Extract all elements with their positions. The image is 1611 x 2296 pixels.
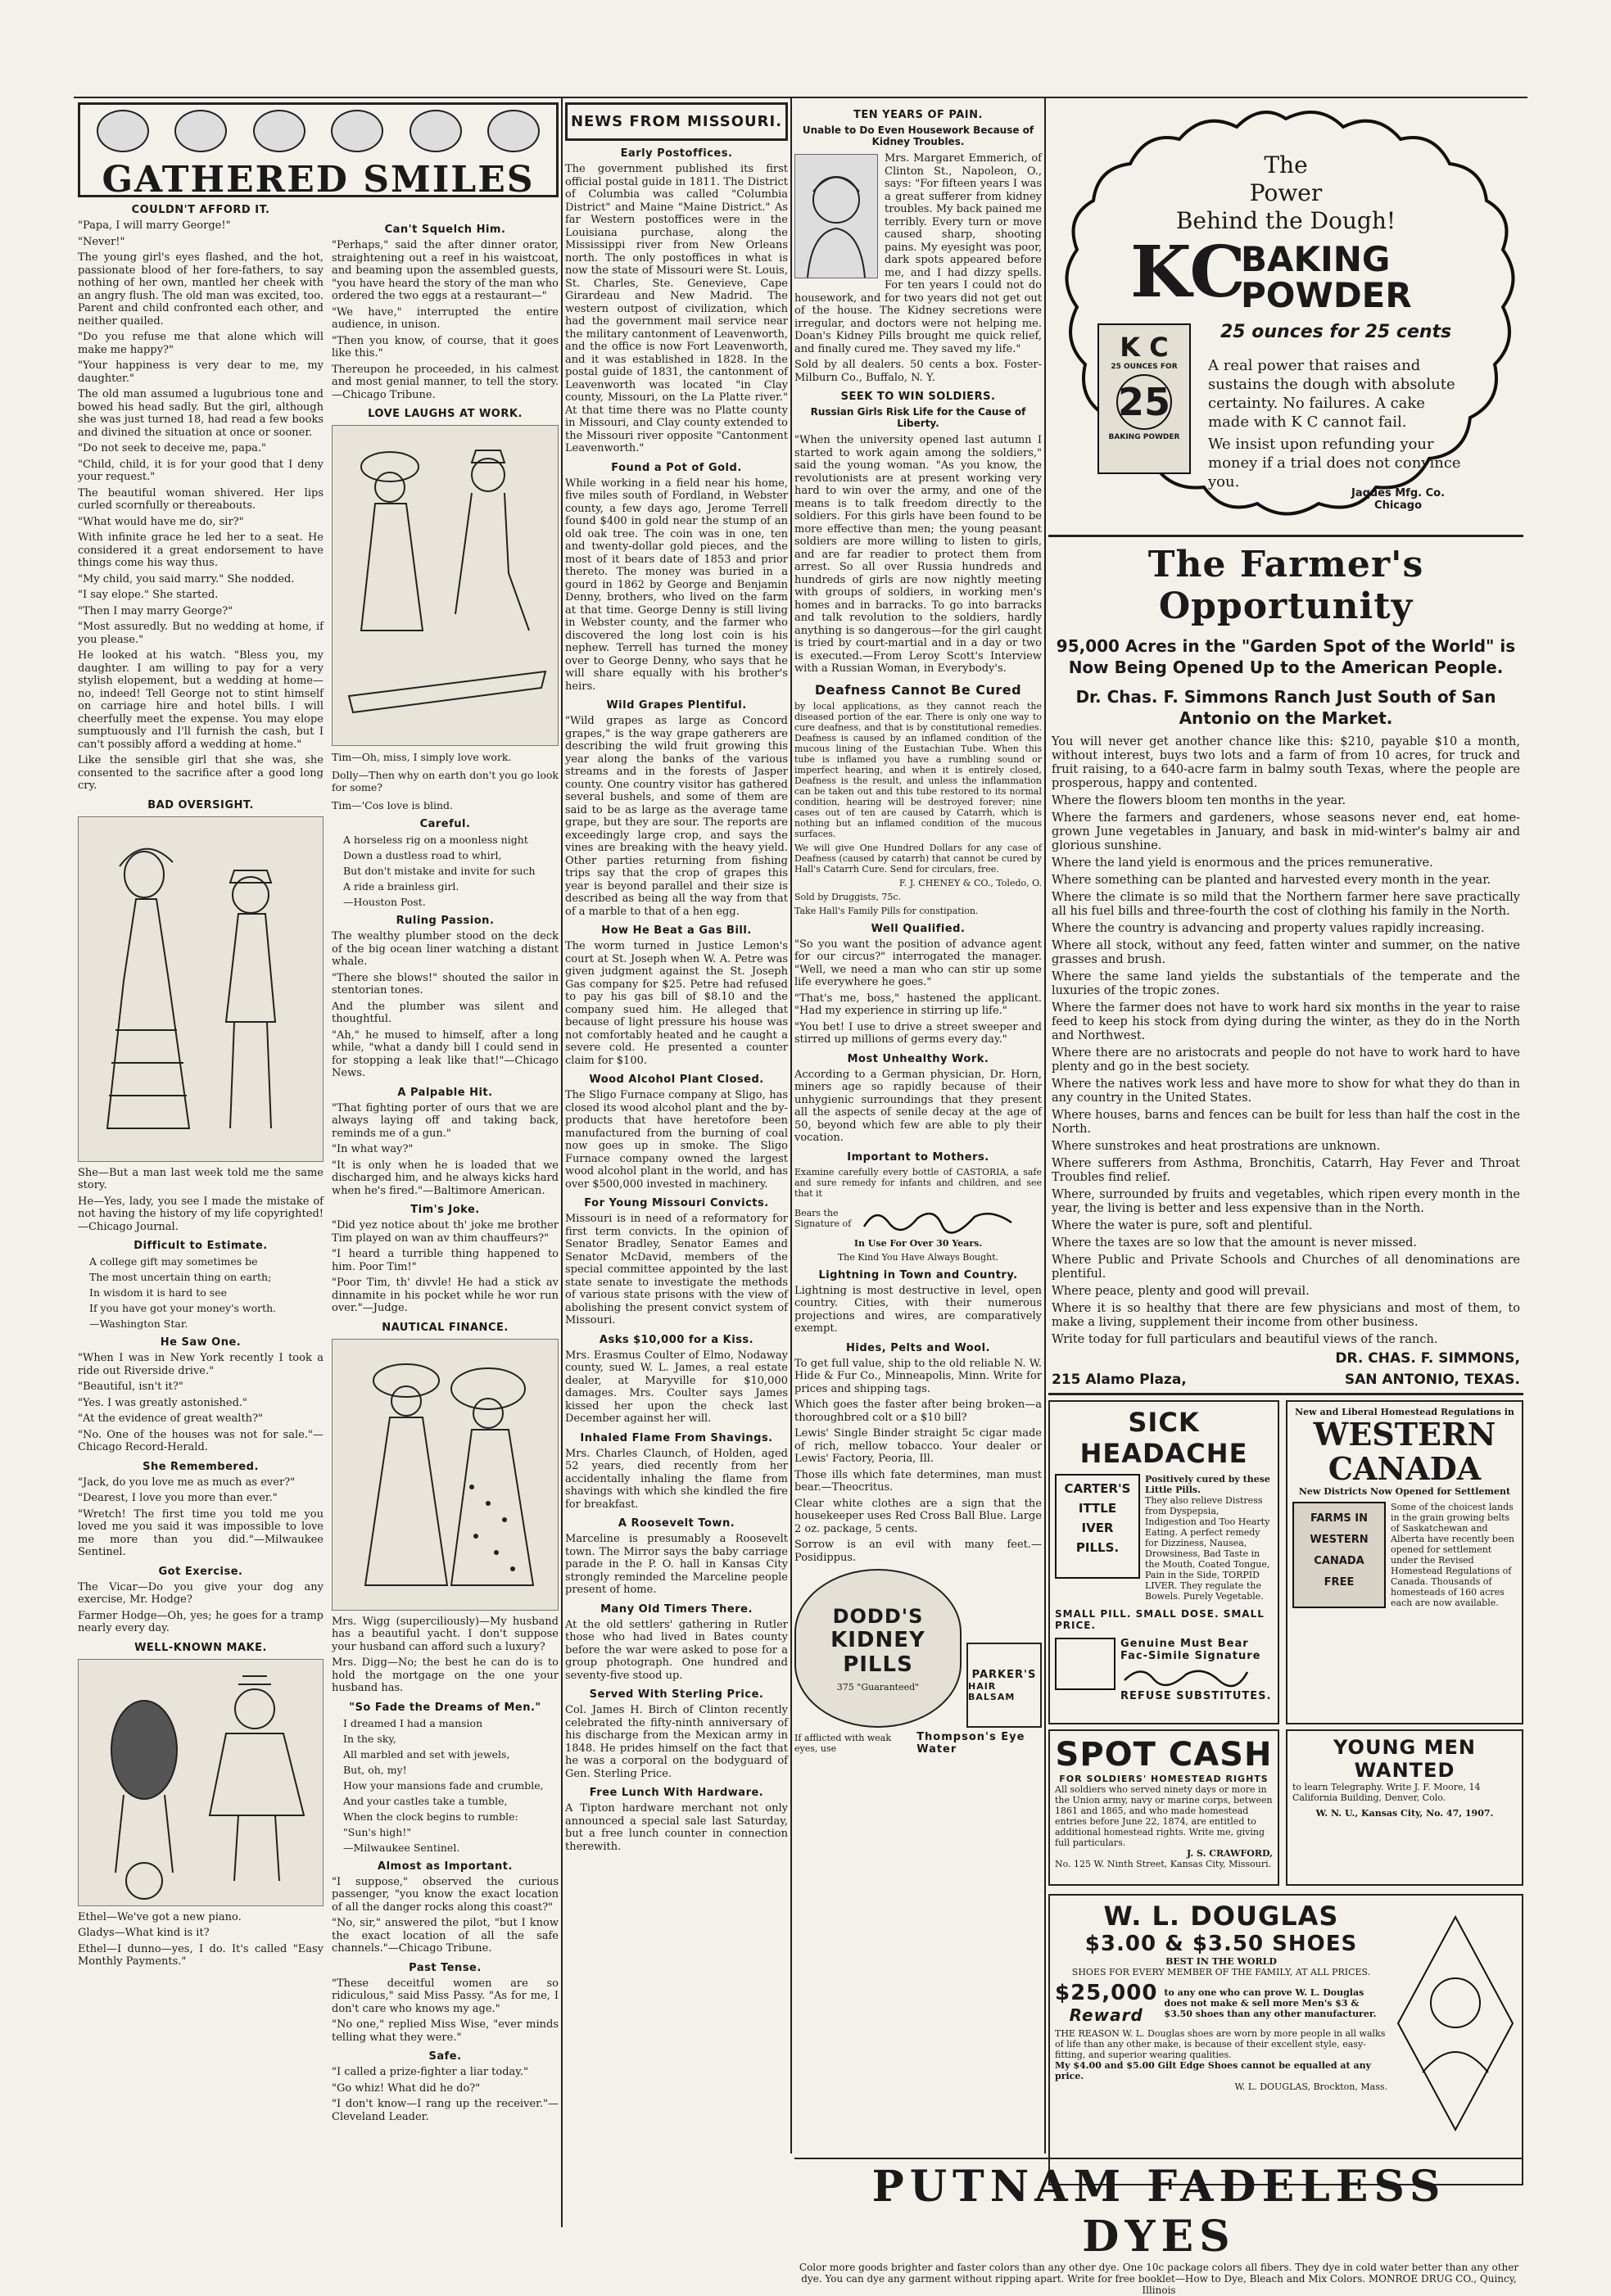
douglas-shoes-ad: W. L. DOUGLAS $3.00 & $3.50 SHOES BEST IN THE WORLD SHOES FOR EVERY MEMBER OF THE FAMILY, AT ALL PRICES. $25,000 Reward to any one who can prove W. L. Douglas does not make & sell more Men's $3 & $3.50 shoes than any other manufacturer. THE REASON W. L. Douglas shoes are worn by more people in all walks of life than any other make, is because of their excellent style, easy-fitting, and superior wearing qualities. My $4.00 and $5.00 Gilt Edge Shoes cannot be equalled at any price. W. L. DOUGLAS, Brockton, Mass. [1048,1894,1523,2185]
paragraph: "These deceitful women are so ridiculous," said Miss Passy. "As for me, I don't care who knows my age." [332,1977,559,2015]
paragraph: Col. James H. Birch of Clinton recently celebrated the fifty-ninth anniversary of his discharge from the Mexican army in 1848. He prides himself on the fact that he was a corporal on the bodyguard of Gen. Sterling Price. [565,1704,788,1780]
paragraph: "We have," interrupted the entire audience, in unison. [332,305,559,331]
headline-unhealthy-work: Most Unhealthy Work. [847,1052,989,1065]
headline-she-remembered: She Remembered. [143,1460,259,1473]
headline-love-laughs: LOVE LAUGHS AT WORK. [368,408,523,420]
verse-credit: —Washington Star. [89,1317,188,1330]
paragraph: "Did yez notice about th' joke me brother Tim played on wan av thim chauffeurs?" [332,1219,559,1245]
verse-line: When the clock begins to rumble: [343,1810,518,1823]
western-canada-ad: New and Liberal Homestead Regulations in WESTERN CANADA New Districts Now Opened for Settlement FARMS IN WESTERN CANADA FREE Some of the choicest lands in the grain growing belts of Saskatchewan and Alberta have recently been opened for settlement under the Revised Homestead Regulations of Canada. Thousands of homesteads of 160 acres each are now available. [1286,1400,1523,1724]
paragraph: To get full value, ship to the old reliable N. W. Hide & Fur Co., Minneapolis, Minn. Write for prices and shipping tags. [794,1357,1042,1395]
verse-line: I dreamed I had a mansion [343,1716,483,1729]
paragraph: "Wild grapes as large as Concord grapes," is the way grape gatherers are describing the wild fruit growing this year along the banks of the various streams and in the forests of Jasper county. One country visitor has gathered several bushels, and some of them are said to be as large as the average tame grape, but they are sour. The reports are exceedingly large crop, and says the vines are breaking with the heavy yield. Other parties returning from fishing trips say that the crop of grapes this year is beyond parallel and their size is described as being all the way from that of a marble to that of a hen egg. [565,715,788,918]
paragraph: Mrs. Charles Claunch, of Holden, aged 52 years, died recently from her accidentally inhaling the flame from shavings with which she kindled the fire for breakfast. [565,1447,788,1511]
headline-important-mothers: Important to Mothers. [847,1150,989,1164]
caption: Ethel—We've got a new piano. [78,1910,242,1923]
column-rule-1 [561,98,563,2227]
map-icon: FARMS IN WESTERN CANADA FREE [1292,1502,1386,1608]
small-pill-box-icon [1055,1638,1115,1690]
paragraph: "Do you refuse me that alone which will make me happy?" [78,331,324,356]
paragraph: "Go whiz! What did he do?" [332,2081,481,2095]
paragraph: "Wretch! The first time you told me you loved me you said it was impossible to love me more than you did."—Milwaukee Sentinel. [78,1507,324,1558]
paragraph: "Most assuredly. But no wedding at home, if you please." [78,621,324,646]
paragraph: Which goes the faster after being broken—a thoroughbred colt or a $10 bill? [794,1399,1042,1424]
top-rule [74,97,1527,98]
paragraph: Sold by all dealers. 50 cents a box. Foster-Milburn Co., Buffalo, N. Y. [794,359,1042,384]
column-rule-3 [1044,98,1046,2154]
bad-oversight-illustration [78,816,324,1162]
caption: Tim—Oh, miss, I simply love work. [332,751,512,763]
masthead-title: GATHERED SMILES [102,159,535,201]
headline-tims-joke: Tim's Joke. [410,1204,480,1216]
subhead: Russian Girls Risk Life for the Cause of Liberty. [810,406,1026,429]
paragraph: "My child, you said marry." She nodded. [78,572,295,585]
paragraph: "There she blows!" shouted the sailor in stentorian tones. [332,971,559,997]
paragraph: At the old settlers' gathering in Rutler those who had lived in Bates county before the war were asked to pose for a group photograph. One hundred and seventy-five stood up. [565,1618,788,1682]
headline-safe: Safe. [428,2050,462,2063]
caption: Gladys—What kind is it? [78,1927,210,1939]
paragraph: "Perhaps," said the after dinner orator, straightening out a reef in his waistcoat, and beaming upon the assembled guests, "you have heard the story of the man who ordered the two eggs at a restaurant—" [332,239,559,302]
paragraph: Clear white clothes are a sign that the housekeeper uses Red Cross Ball Blue. Large 2 oz. package, 5 cents. [794,1497,1042,1535]
paragraph: "Then you know, of course, that it goes like this." [332,334,559,359]
verse-line: How your mansions fade and crumble, [343,1778,544,1792]
misc-column [794,102,1042,2154]
pill-box-icon: CARTER'S ITTLE IVER PILLS. [1055,1474,1140,1579]
paragraph: The Sligo Furnace company at Sligo, has closed its wood alcohol plant and the by-products that have heretofore been manufactured from the burning of coal now goes up in smoke. The Sligo Furnace company owned the largest wood alcohol plant in the world, and has over $500,000 invested in machinery. [565,1089,788,1191]
paragraph: The government published its first official postal guide in 1811. The District of Columbia was called "Columbia District" and Maine "Maine District." As far Western postoffices were in the Louisiana purchase, along the Mississippi river from New Orleans north. The only postoffices in what is now the state of Missouri were St. Louis, St. Charles, Ste. Genevieve, Cape Girardeau and New Madrid. The western outpost of civilization, which had the government mail service near the military cantonment of Leavenworth, and the office is now Fort Leavenworth, and it was established in 1828. In the postal guide of 1831, the cantonment of Leavenworth was located "in Clay county, Missouri, on the La Platte river." At that time there was no Platte county in Missouri, and Clay county extended to the Missouri river opposite "Cantonment Leavenworth." [565,163,788,454]
paragraph: "No, sir," answered the pilot, "but I know the exact location of all the safe channels."—Chicago Tribune. [332,1917,559,1955]
paragraph: Mrs. Margaret Emmerich, of Clinton St., Napoleon, O., says: "For fifteen years I was a great sufferer from kidney troubles. My back pained me terribly. Every turn or move caused sharp, shooting pains. My eyesight was poor, dark spots appeared before me, and I had dizzy spells. For ten years I could not do housework, and for two years did not get out of the house. The Kidney secretions were irregular, and doctors were not helping me. Doan's Kidney Pills brought me quick relief, and finally cured me. They saved my life." [794,152,1042,355]
headline-past-tense: Past Tense. [409,1961,482,1974]
paragraph: While working in a field near his home, five miles south of Fordland, in Webster county, a few days ago, Jerome Terrell found $400 in gold near the stump of an old oak tree. The coin was in one, ten and twenty-dollar gold pieces, and the most of it bears date of 1853 and prior thereto. The money was buried in a gourd in 1862 by George and Benjamin Denny, brothers, who lived on the farm at that time. George Denny is still living in Webster county, and the farmer who discovered the long lost coin is his nephew. Terrell has turned the money over to George Denny, who says that he will share equally with his brother's heirs. [565,477,788,693]
paragraph: "Then I may marry George?" [78,604,233,617]
verse-line: Down a dustless road to whirl, [343,849,502,861]
paragraph: The young girl's eyes flashed, and the hot, passionate blood of her fore-fathers, to say nothing of her own, mantled her cheek with an angry flush. The old man was excited, too. Parent and child confronted each other, and neither quailed. [78,251,324,328]
paragraph: A Tipton hardware merchant not only announced a special sale last Saturday, but a free lunch counter in connection therewith. [565,1802,788,1853]
paragraph: Take Hall's Family Pills for constipation. [794,905,979,916]
paragraph: "It is only when he is loaded that we discharged him, and he always kicks hard when he's fired."—Baltimore American. [332,1159,559,1197]
headline-well-known-make: WELL-KNOWN MAKE. [134,1641,267,1654]
putnam-title: PUTNAM FADELESS DYES [871,2162,1446,2262]
paragraph: "Your happiness is very dear to me, my daughter." [78,359,324,385]
paragraph: "When the university opened last autumn I started to work again among the soldiers," said the young woman. "As you know, the revolutionists are at present working very hard to win over the army, and one of the means is to talk freedom directly to the soldiers. For this girls have been found to be more effective than men; the young peasant soldiers are more willing to listen to girls, and are far readier to protect them from arrest. So all over Russia hundreds and hundreds of girls are now nightly meeting with groups of soldiers, in working men's homes and in barracks. To go into barracks and talk revolution to the soldiers, hardly anything is so dangerous—for the girl caught is tried by court-martial and in a day or two is executed.—From Leroy Scott's Interview with a Russian Woman, in Everybody's. [794,434,1042,675]
column-rule-2 [790,98,792,2154]
paragraph: "Poor Tim, th' divvle! He had a stick av dinnamite in his pocket while he wor run over."—Judge. [332,1277,559,1314]
well-known-make-illustration [78,1659,324,1906]
paragraph: Like the sensible girl that she was, she consented to the sacrifice after a good long cry. [78,754,324,792]
paragraph: "Beautiful, isn't it?" [78,1381,183,1393]
paragraph: Lightning is most destructive in level, open country. Cities, with their numerous projections and wires, are comparatively exempt. [794,1284,1042,1335]
caption: Ethel—I dunno—yes, I do. It's called "Easy Monthly Payments." [78,1942,324,1968]
headline-ruling-passion: Ruling Passion. [396,915,495,927]
putnam-body: Color more goods brighter and faster colors than any other dye. One 10c package colors all fibers. They dye in cold water better than any other dye. You can dye any garment without ripping apart. Write for free booklet—How to Dye, Bleach and Mix Colors. MONROE DRUG CO., Quincy, Illinois [799,2262,1519,2296]
subhead: Unable to Do Even Housework Because of Kidney Troubles. [802,124,1034,147]
ads-subcolumn-right [1286,1400,1523,1891]
verse-line: A college gift may sometimes be [89,1255,258,1268]
headline-kiss: Asks $10,000 for a Kiss. [599,1333,754,1346]
paragraph: We will give One Hundred Dollars for any case of Deafness (caused by catarrh) that cannot be cured by Hall's Catarrh Cure. Send for circulars, free. [794,842,1042,875]
verse-line: But don't mistake and invite for such [343,865,536,877]
headline-deafness: Deafness Cannot Be Cured [814,681,1022,698]
caption: He—Yes, lady, you see I made the mistake of not having the history of my life copyrighted!—Chicago Journal. [78,1195,324,1233]
headline-wood-alcohol: Wood Alcohol Plant Closed. [589,1073,764,1086]
headline-win-soldiers: SEEK TO WIN SOLDIERS. [840,391,996,403]
verse-credit: —Milwaukee Sentinel. [343,1841,460,1854]
ads-subcolumn-left [1048,1400,1279,1891]
verse-line: And your castles take a tumble, [343,1794,508,1807]
paragraph: "I called a prize-fighter a liar today." [332,2066,529,2078]
headline-wild-grapes: Wild Grapes Plentiful. [606,699,747,712]
paragraph: Those ills which fate determines, man must bear.—Theocritus. [794,1468,1042,1494]
paragraph: Sorrow is an evil with many feet.—Posidippus. [794,1539,1042,1564]
paragraph: Sold by Druggists, 75c. [794,891,902,902]
paragraph: Examine carefully every bottle of CASTORIA, a safe and sure remedy for infants and children, and see that it [794,1166,1042,1199]
signature-icon [1120,1662,1251,1687]
portrait-illustration [794,154,878,278]
gathered-smiles-banner [78,102,559,201]
paragraph: The beautiful woman shivered. Her lips curled scornfully or thereabouts. [78,486,324,512]
nautical-finance-illustration [332,1339,559,1611]
headline-bad-oversight: BAD OVERSIGHT. [147,798,254,811]
faces-illustration [80,105,556,152]
caption: Mrs. Digg—No; the best he can do is to hold the mortgage on the one your husband has. [332,1656,559,1694]
headline-roosevelt-town: A Roosevelt Town. [618,1517,735,1530]
parkers-hair-balsam-ad: PARKER'S HAIR BALSAM [966,1643,1042,1728]
paragraph: The old man assumed a lugubrious tone and bowed his head sadly. But the girl, although she was just turned 18, had read a few books and divined the situation at once or sooner. [78,388,324,439]
paragraph: "That's me, boss," hastened the applicant. "Had my experience in stirring up life." [794,992,1042,1017]
paragraph: "Ah," he mused to himself, after a long while, "what a dandy bill I could send in for stopping a leak like that!"—Chicago News. [332,1028,559,1079]
paragraph: "No one," replied Miss Wise, "ever minds telling what they were." [332,2018,559,2044]
paragraph: In Use For Over 30 Years. [853,1237,983,1249]
verse-credit: —Houston Post. [343,896,426,908]
paragraph: Farmer Hodge—Oh, yes; he goes for a tramp nearly every day. [78,1609,324,1634]
paragraph: by local applications, as they cannot reach the diseased portion of the ear. There is only one way to cure deafness, and that is by constitutional remedies. Deafness is caused by an inflamed condition of the mucous lining of the Eustachian Tube. When this tube is inflamed you have a rumbling sound or imperfect hearing, and when it is entirely closed, Deafness is the result, and unless the inflammation can be taken out and this tube restored to its normal condition, hearing will be destroyed forever; nine cases out of ten are caused by Catarrh, which is nothing but an inflamed condition of the mucous surfaces. [794,700,1042,839]
caption: Mrs. Wigg (superciliously)—My husband has a beautiful yacht. I don't suppose your husband can afford such a luxury? [332,1615,559,1653]
verse-line: A horseless rig on a moonless night [343,834,528,846]
paragraph: According to a German physician, Dr. Horn, miners age so rapidly because of their unhygienic surroundings that they present all the aspects of senile decay at the age of 50, beyond which few are able to ply their vocation. [794,1068,1042,1144]
paragraph: The Vicar—Do you give your dog any exercise, Mr. Hodge? [78,1580,324,1606]
paragraph: "Papa, I will marry George!" [78,219,231,232]
paragraph: "I say elope." She started. [78,589,219,601]
caption: She—But a man last week told me the same story. [78,1166,324,1191]
headline-missouri-convicts: For Young Missouri Convicts. [584,1197,769,1209]
headline-almost-important: Almost as Important. [378,1860,513,1873]
headline-ten-years-pain: TEN YEARS OF PAIN. [853,109,983,121]
headline-gas-bill: How He Beat a Gas Bill. [601,924,752,937]
paragraph: The Kind You Have Always Bought. [837,1251,999,1263]
paragraph: With infinite grace he led her to a seat. He considered it a great endorsement to have things come his way thus. [78,531,324,569]
verse-line: All marbled and set with jewels, [343,1747,510,1760]
carters-pills-ad: SICK HEADACHE CARTER'S ITTLE IVER PILLS. Positively cured by these Little Pills. They also relieve Distress from Dyspepsia, Indigestion and Too Hearty Eating. A perfect remedy for Dizziness, Nausea, Drowsiness, Bad Taste in the Mouth, Coated Tongue, Pain in the Side, TORPID LIVER. They regulate the Bowels. Purely Vegetable. SMALL PILL. SMALL DOSE. SMALL PRICE. Genuine Must Bear Fac-Simile Signature REFUSE SUBSTITUTES. [1048,1400,1279,1724]
headline-careful: Careful. [419,818,471,830]
headline-pot-of-gold: Found a Pot of Gold. [611,461,742,474]
love-laughs-illustration [332,425,559,746]
paragraph: "You bet! I use to drive a street sweeper and stirred up millions of germs every day." [794,1020,1042,1046]
paragraph: "No. One of the houses was not for sale."—Chicago Record-Herald. [78,1428,324,1453]
paragraph: "What would have me do, sir?" [78,515,244,528]
headline-lightning: Lightning in Town and Country. [818,1268,1018,1281]
headline-nautical-finance: NAUTICAL FINANCE. [382,1321,509,1334]
douglas-portrait [1394,1901,1517,2149]
headline-so-fade: "So Fade the Dreams of Men." [349,1701,541,1714]
spot-cash-ad: SPOT CASH FOR SOLDIERS' HOMESTEAD RIGHTS All soldiers who served ninety days or more in the Union army, navy or marine corps, between 1861 and 1865, and who made homestead entries before June 22, 1874, are entitled to additional homestead rights. Write me, giving full particulars. J. S. CRAWFORD, No. 125 W. Ninth Street, Kansas City, Missouri. [1048,1729,1279,1886]
paragraph: Missouri is in need of a reformatory for first term convicts. In the opinion of Senator Bradley, Senator Eames and Senator McDavid, members of the special committee appointed by the last state senate to investigate the methods of various state prisons with the view of abolishing the present convict system of Missouri. [565,1213,788,1327]
dodds-kidney-pills-ad: DODD'S KIDNEY PILLS 375 "Guaranteed" [794,1569,962,1728]
paragraph: "Jack, do you love me as much as ever?" [78,1476,296,1489]
paragraph: "In what way?" [332,1143,414,1155]
farmers-opportunity-ad: The Farmer's Opportunity 95,000 Acres in the "Garden Spot of the World" is Now Being Opened Up to the American People. Dr. Chas. F. Simmons Ranch Just South of San Antonio on the Market. You will never get another chance like this: $210, payable $10 a month, without interest, buys two lots and a farm of from 10 acres, for truck and fruit raising, to a 640-acre farm in balmy south Texas, where the people are prosperous, happy and contented. Where the flowers bloom ten months in the year. Where the farmers and gardeners, whose seasons never end, eat home-grown June vegetables in January, and bask in mid-winter's balmy air and glorious sunshine. Where the land yield is enormous and the prices remunerative. Where something can be planted and harvested every month in the year. Where the climate is so mild that the Northern farmer here save practically all his fuel bills and three-fourth the cost of clothing his family in the North. Where the country is advancing and property values rapidly increasing. Where all stock, without any feed, fatten winter and summer, on the native grasses and brush. Where the same land yields the substantials of the temperate and the luxuries of the tropic zones. Where the farmer does not have to work hard six months in the year to raise feed to keep his stock from dying during the winter, as they do in the North and Northwest. Where there are no aristocrats and people do not have to work hard to have plenty and go in the best society. Where the natives work less and have more to show for what they do than in any country in the United States. Where houses, barns and fences can be built for less than half the cost in the North. Where sunstrokes and heat prostrations are unknown. Where sufferers from Asthma, Bronchitis, Catarrh, Hay Fever and Throat Troubles find relief. Where, surrounded by fruits and vegetables, which ripen every month in the year, the living is better and less expensive than in the North. Where the water is pure, soft and plentiful. Where the taxes are so low that the amount is never missed. Where Public and Private Schools and Churches of all denominations are plentiful. Where peace, plenty and good will prevail. Where it is so healthy that there are few physicians and most of them, to make a living, supplement their income from other business. Write today for full particulars and beautiful views of the ranch. DR. CHAS. F. SIMMONS, 215 Alamo Plaza, SAN ANTONIO, TEXAS. [1048,535,1523,1395]
headline-difficult-estimate: Difficult to Estimate. [133,1240,268,1252]
paragraph: "Dearest, I love you more than ever." [78,1492,278,1504]
paragraph: "Child, child, it is for your good that I deny your request." [78,458,324,483]
paragraph: The worm turned in Justice Lemon's court at St. Joseph when W. A. Petre was given judgment against the St. Joseph Gas company for $25. Petre had refused to pay his gas bill of $8.10 and the company sued him. He alleged that because of light pressure his house was not comfortably heated and he caught a severe cold. He presented a counter claim for $100. [565,940,788,1067]
signature-icon [860,1202,1016,1235]
headline-early-postoffices: Early Postoffices. [620,147,733,160]
caption: Tim—'Cos love is blind. [332,798,453,811]
headline-free-lunch: Free Lunch With Hardware. [589,1787,764,1799]
headline-sterling-price: Served With Sterling Price. [589,1688,764,1701]
headline-hides: Hides, Pelts and Wool. [846,1341,990,1354]
news-from-missouri-header: NEWS FROM MISSOURI. [565,102,788,141]
verse-line: If you have got your money's worth. [89,1302,277,1314]
humor-column-right [332,217,559,2223]
paragraph: "I heard a turrible thing happened to him. Poor Tim!" [332,1248,559,1273]
paragraph: The wealthy plumber stood on the deck of the big ocean liner watching a distant whale. [332,930,559,968]
verse-line: The most uncertain thing on earth; [89,1271,272,1283]
paragraph: Lewis' Single Binder straight 5c cigar made of rich, mellow tobacco. Your dealer or Lewis' Factory, Peoria, Ill. [794,1427,1042,1465]
paragraph: And the plumber was silent and thoughtful. [332,1000,559,1025]
eye-water-ad: If afflicted with weak eyes, use Thompson's Eye Water [794,1731,1025,1756]
paragraph: "I suppose," observed the curious passenger, "you know the exact location of all the danger rocks along this coast?" [332,1875,559,1914]
headline-got-exercise: Got Exercise. [158,1565,243,1578]
headline-old-timers: Many Old Timers There. [600,1602,753,1616]
verse-line: A ride a brainless girl. [343,880,459,893]
farmers-opportunity-title: The Farmer's Opportunity [1147,544,1424,627]
paragraph: "Never!" [78,235,125,248]
headline-cant-squelch: Can't Squelch Him. [384,224,506,236]
headline-couldnt-afford: COULDN'T AFFORD IT. [131,204,270,216]
paragraph: F. J. CHENEY & CO., Toledo, O. [898,877,1042,888]
paragraph: Thereupon he proceeded, in his calmest and most genial manner, to tell the story.—Chicago Tribune. [332,363,559,401]
verse-line: But, oh, my! [343,1763,407,1776]
paragraph: "So you want the position of advance agent for our circus?" interrogated the manager. "Well, we need a man who can stir up some life everywhere he goes." [794,938,1042,988]
headline-palpable-hit: A Palpable Hit. [397,1086,493,1099]
verse-line: In the sky, [343,1732,396,1745]
baking-powder-can: K C 25 OUNCES FOR 25 BAKING POWDER [1097,323,1191,474]
headline-well-qualified: Well Qualified. [871,922,966,935]
young-men-wanted-ad: YOUNG MEN WANTED to learn Telegraphy. Write J. F. Moore, 14 California Building, Denver, Colo. W. N. U., Kansas City, No. 47, 1907. [1286,1729,1523,1886]
ads-column [1048,102,1523,2154]
kc-baking-powder-ad: The Power Behind the Dough! KC BAKING POWDER 25 ounces for 25 cents K C 25 OUNCES FOR 25 BAKING POWDER A real power that raises and sustains the dough with absolute certainty. No failures. A cake made with K C cannot fail. We insist upon refunding your money if a trial does not convince you. Jaques Mfg. Co. Chicago [1048,102,1523,528]
paragraph: Mrs. Erasmus Coulter of Elmo, Nodaway county, sued W. L. James, a real estate dealer, at Maryville for $10,000 damages. Mrs. Coulter says James kissed her upon the check last December against her will. [565,1349,788,1425]
headline-shavings: Inhaled Flame From Shavings. [580,1431,773,1444]
paragraph: "I don't know—I rang up the receiver."—Cleveland Leader. [332,2098,559,2123]
paragraph: "Do not seek to deceive me, papa." [78,442,267,454]
headline-he-saw-one: He Saw One. [160,1336,242,1349]
paragraph: "At the evidence of great wealth?" [78,1412,263,1425]
paragraph: Marceline is presumably a Roosevelt town. The Mirror says the baby carriage parade in the P. O. hall in Kansas City strongly reminded the Marceline people present of home. [565,1533,788,1596]
verse-line: In wisdom it is hard to see [89,1286,227,1299]
paragraph: "Yes. I was greatly astonished." [78,1396,248,1409]
kc-logo: KC [1130,231,1246,314]
paragraph: "That fighting porter of ours that we are always laying off and taking back, reminds me of a gun." [332,1101,559,1140]
verse-line: "Sun's high!" [343,1825,412,1838]
paragraph: He looked at his watch. "Bless you, my daughter. I am willing to pay for a very stylish elopement, but a wedding at home—no, indeed! Tell George not to stint himself on carriage hire and hotel bills. I will cheerfully meet the expense. You may elope sumptuously and I'll furnish the cash, but I can't possibly afford a wedding at home." [78,649,324,751]
missouri-news-column [565,102,788,2223]
putnam-dyes-ad [794,2162,1523,2296]
paragraph: "When I was in New York recently I took a ride out Riverside drive." [78,1352,324,1377]
castoria-label: Bears the Signature of [794,1207,852,1229]
caption: Dolly—Then why on earth don't you go look for some? [332,768,559,793]
